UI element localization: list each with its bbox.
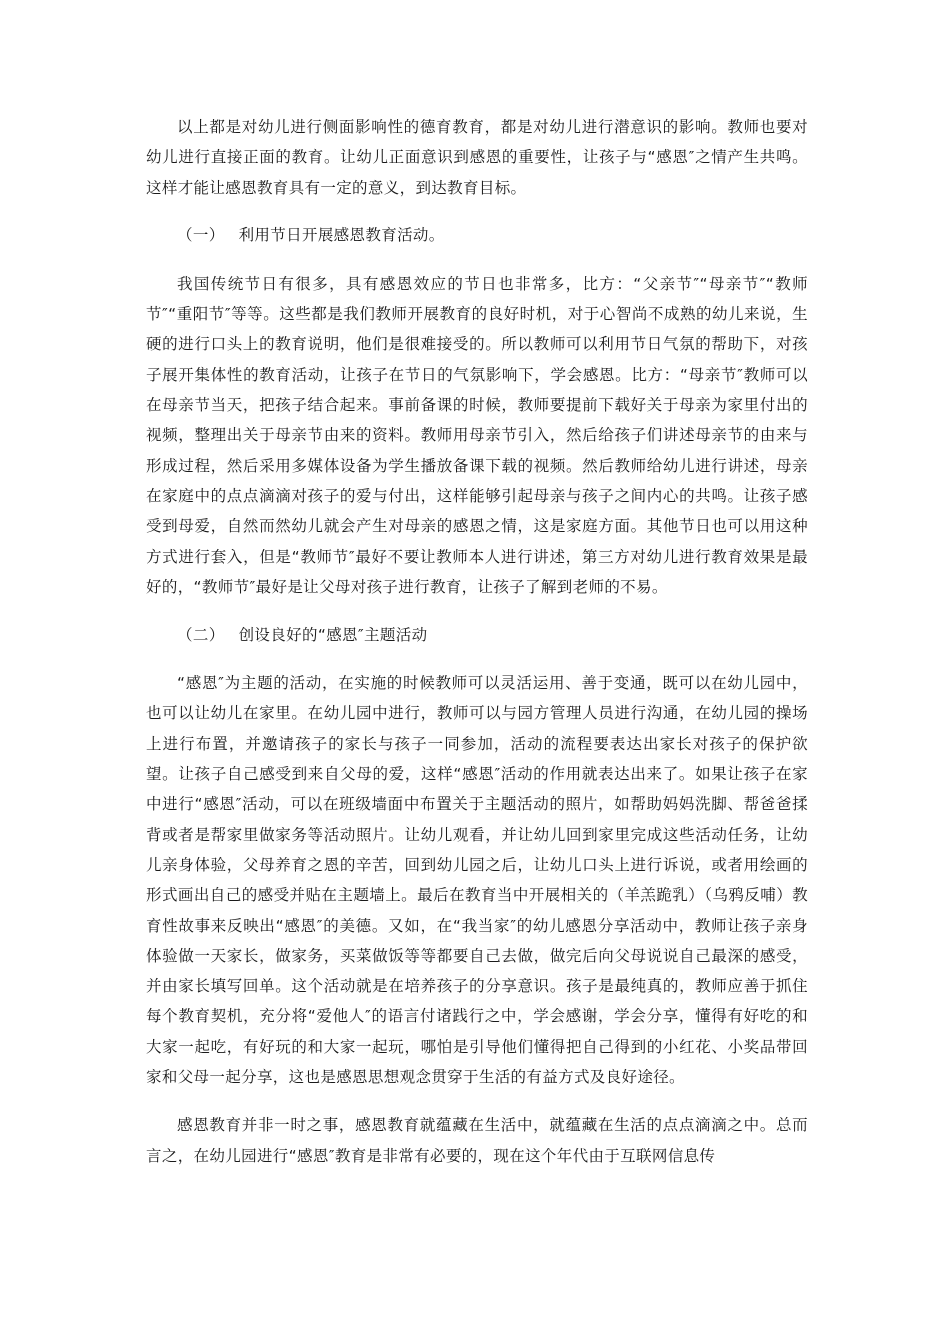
document-page	[146, 112, 808, 1171]
section-title: 创设良好的“感恩″主题活动	[238, 626, 428, 645]
section-heading-theme-activities	[146, 620, 808, 650]
section-title: 利用节日开展感恩教育活动。	[238, 225, 445, 244]
section-number: （一）	[177, 225, 225, 244]
festival-paragraph: 我国传统节日有很多，具有感恩效应的节日也非常多，比方：“父亲节″“母亲节″“教师节″“重阳节″等等。这些都是我们教师开展教育的良好时机，对于心智尚不成熟的幼儿来说，生硬的进行口头上的教育说明，他们是很难接受的。所以教师可以利用节日气氛的帮助下，对孩子展开集体性的教育活动，让孩子在节日的气氛影响下，学会感恩。比方：“母亲节″教师可以在母亲节当天，把孩子结合起来。事前备课的时候，教师要提前下载好关于母亲为家里付出的视频，整理出关于母亲节由来的资料。教师用母亲节引入，然后给孩子们讲述母亲节的由来与形成过程，然后采用多媒体设备为学生播放备课下载的视频。然后教师给幼儿进行讲述，母亲在家庭中的点点滴滴对孩子的爱与付出，这样能够引起母亲与孩子之间内心的共鸣。让孩子感受到母爱，自然而然幼儿就会产生对母亲的感恩之情，这是家庭方面。其他节日也可以用这种方式进行套入，但是“教师节″最好不要让教师本人进行讲述，第三方对幼儿进行教育效果是最好的，“教师节″最好是让父母对孩子进行教育，让孩子了解到老师的不易。	[146, 274, 808, 596]
intro-paragraph: 以上都是对幼儿进行侧面影响性的德育教育，都是对幼儿进行潜意识的影响。教师也要对幼儿进行直接正面的教育。让幼儿正面意识到感恩的重要性，让孩子与“感恩″之情产生共鸣。这样才能让感恩教育具有一定的意义，到达教育目标。	[146, 118, 808, 197]
section-heading-festival-activities	[146, 220, 808, 250]
conclusion-paragraph: 感恩教育并非一时之事，感恩教育就蕴藏在生活中，就蕴藏在生活的点点滴滴之中。总而言之，在幼儿园进行“感恩″教育是非常有必要的，现在这个年代由于互联网信息传	[146, 1116, 808, 1165]
section-number: （二）	[177, 626, 225, 645]
theme-activity-paragraph: “感恩″为主题的活动，在实施的时候教师可以灵活运用、善于变通，既可以在幼儿园中，也可以让幼儿在家里。在幼儿园中进行，教师可以与园方管理人员进行沟通，在幼儿园的操场上进行布置，并邀请孩子的家长与孩子一同参加，活动的流程要表达出家长对孩子的保护欲望。让孩子自己感受到来自父母的爱，这样“感恩″活动的作用就表达出来了。如果让孩子在家中进行“感恩″活动，可以在班级墙面中布置关于主题活动的照片，如帮助妈妈洗脚、帮爸爸揉背或者是帮家里做家务等活动照片。让幼儿观看，并让幼儿回到家里完成这些活动任务，让幼儿亲身体验，父母养育之恩的辛苦，回到幼儿园之后，让幼儿口头上进行诉说，或者用绘画的形式画出自己的感受并贴在主题墙上。最后在教育当中开展相关的（羊羔跪乳）（乌鸦反哺）教育性故事来反映出“感恩″的美德。又如，在“我当家″的幼儿感恩分享活动中，教师让孩子亲身体验做一天家长，做家务，买菜做饭等等都要自己去做，做完后向父母说说自己最深的感受，并由家长填写回单。这个活动就是在培养孩子的分享意识。孩子是最纯真的，教师应善于抓住每个教育契机，充分将“爱他人″的语言付诸践行之中，学会感谢，学会分享，懂得有好吃的和大家一起吃，有好玩的和大家一起玩，哪怕是引导他们懂得把自己得到的小红花、小奖品带回家和父母一起分享，这也是感恩思想观念贯穿于生活的有益方式及良好途径。	[146, 674, 808, 1087]
